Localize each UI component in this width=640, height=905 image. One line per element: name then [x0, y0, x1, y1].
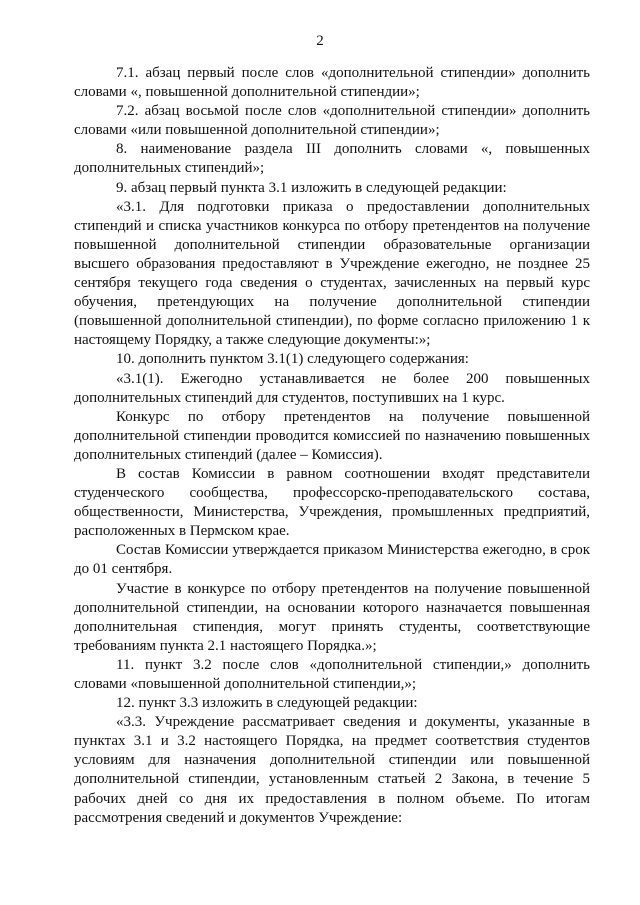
document-body — [74, 64, 590, 828]
paragraph-contest: Конкурс по отбору претендентов на получение повышенной дополнительной стипендии проводится комиссией по назначению повышенных дополнительных стипендий (далее – Комиссия). — [74, 408, 590, 463]
paragraph-commission-approval: Состав Комиссии утверждается приказом Министерства ежегодно, в срок до 01 сентября. — [74, 542, 590, 578]
paragraph-3-1-text: «3.1. Для подготовки приказа о предоставлении дополнительных стипендий и списка участников конкурса по отбору претендентов на получение повышенной дополнительной стипендии образовательные организации высшего образования предоставляют в Учреждение ежегодно, не позднее 25 сентября текущего года сведения о студентах, зачисленных на первый курс обучения, претендующих на получение дополнительной стипендии (повышенной дополнительной стипендии), по форме согласно приложению 1 к настоящему Порядку, а также следующие документы:»; — [74, 198, 590, 349]
paragraph-7-1: 7.1. абзац первый после слов «дополнительной стипендии» дополнить словами «, повышенной дополнительной стипендии»; — [74, 65, 590, 101]
paragraph-3-1-1-text: «3.1(1). Ежегодно устанавливается не более 200 повышенных дополнительных стипендий для студентов, поступивших на 1 курс. — [74, 370, 590, 406]
page-number: 2 — [316, 33, 324, 49]
paragraph-8: 8. наименование раздела III дополнить словами «, повышенных дополнительных стипендий»; — [74, 141, 590, 177]
paragraph-commission-members: В состав Комиссии в равном соотношении входят представители студенческого сообщества, профессорско-преподавательского состава, общественности, Министерства, Учреждения, промышленных предприятий, расположенных в Пермском крае. — [74, 465, 590, 540]
paragraph-7-2: 7.2. абзац восьмой после слов «дополнительной стипендии» дополнить словами «или повышенной дополнительной стипендии»; — [74, 103, 590, 139]
paragraph-9: 9. абзац первый пункта 3.1 изложить в следующей редакции: — [116, 179, 507, 196]
paragraph-12: 12. пункт 3.3 изложить в следующей редакции: — [116, 695, 418, 712]
paragraph-3-3-text: «3.3. Учреждение рассматривает сведения и документы, указанные в пунктах 3.1 и 3.2 настоящего Порядка, на предмет соответствия студентов условиям для назначения дополнительной стипендии или повышенной дополнительной стипендии, установленным статьей 2 Закона, в течение 5 рабочих дней со дня их предоставления в полном объеме. По итогам рассмотрения сведений и документов Учреждение: — [74, 714, 590, 826]
paragraph-11: 11. пункт 3.2 после слов «дополнительной стипендии,» дополнить словами «повышенной дополнительной стипендии,»; — [74, 656, 590, 692]
paragraph-10: 10. дополнить пунктом 3.1(1) следующего содержания: — [116, 351, 469, 368]
paragraph-participation: Участие в конкурсе по отбору претендентов на получение повышенной дополнительной стипендии, на основании которого назначается повышенная дополнительная стипендия, могут принять студенты, соответствующие требованиям пункта 2.1 настоящего Порядка.»; — [74, 580, 590, 654]
